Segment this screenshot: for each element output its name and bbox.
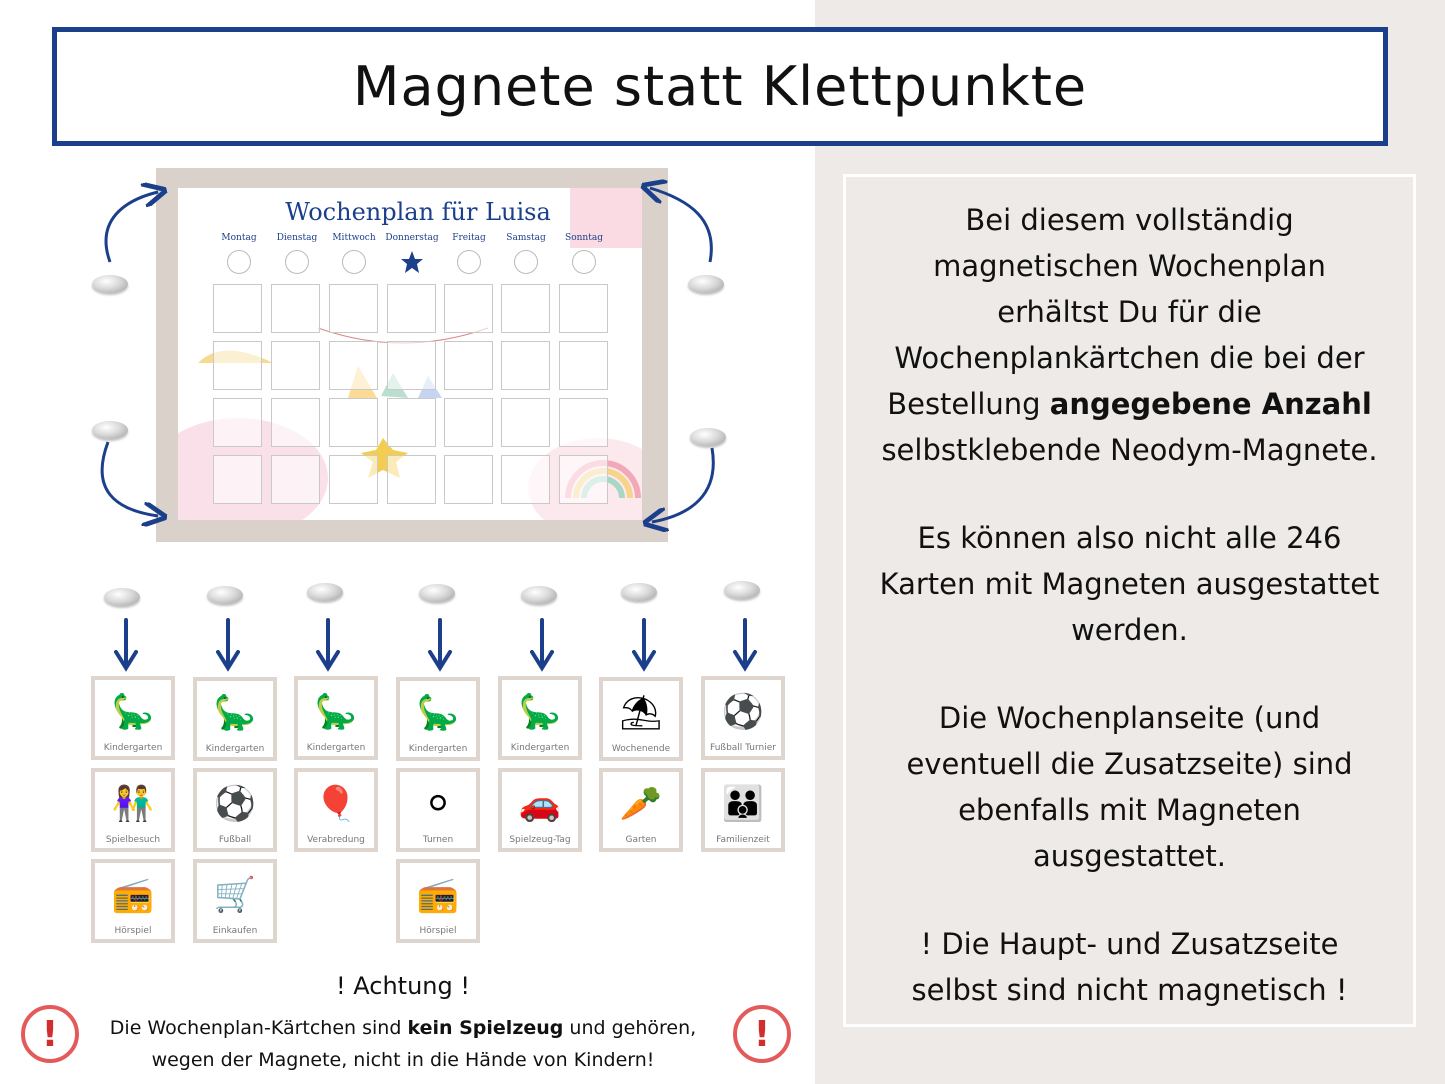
activity-card: [396, 768, 480, 852]
day-label: Montag: [221, 233, 257, 243]
card-picture-icon: ⛱: [619, 693, 663, 733]
activity-card: [91, 768, 175, 852]
card-label: Einkaufen: [212, 926, 258, 936]
info-text: Bestellung: [887, 387, 1050, 421]
info-line: selbst sind nicht magnetisch !: [911, 973, 1348, 1007]
activity-card: [599, 677, 683, 761]
card-picture-icon: 🦕: [314, 692, 358, 732]
day-label: Donnerstag: [385, 233, 439, 243]
card-label: Kindergarten: [205, 744, 265, 754]
magnet-icon: [724, 581, 760, 599]
card-label: Kindergarten: [408, 744, 468, 754]
day-label: Dienstag: [276, 233, 318, 243]
card-label: Hörspiel: [419, 926, 457, 936]
card-picture-icon: 🦕: [213, 693, 257, 733]
card-label: Familienzeit: [716, 835, 770, 845]
card-picture-icon: 🚗: [518, 784, 562, 824]
down-arrow-icon: [116, 620, 136, 668]
info-line: [846, 381, 1413, 427]
day-label: Mittwoch: [332, 233, 376, 243]
card-picture-icon: 👪: [721, 784, 765, 824]
down-arrow-icon: [430, 620, 450, 668]
card-label: Spielzeug-Tag: [509, 835, 571, 845]
info-line: selbstklebende Neodym-Magnete.: [881, 433, 1378, 467]
warning-text: [85, 1012, 721, 1076]
activity-card: [599, 768, 683, 852]
info-bold: angegebene Anzahl: [1049, 387, 1372, 421]
warning-icon: !: [733, 1005, 791, 1063]
day-label: Freitag: [452, 233, 486, 243]
info-line: Es können also nicht alle 246: [917, 521, 1342, 555]
down-arrow-icon: [634, 620, 654, 668]
info-line: Bei diesem vollständig: [965, 203, 1294, 237]
card-picture-icon: ⚽: [721, 692, 765, 732]
card-label: Kindergarten: [510, 743, 570, 753]
card-label: Fußball: [218, 835, 252, 845]
info-box: [843, 174, 1416, 1027]
activity-card: [701, 768, 785, 852]
card-label: Hörspiel: [114, 926, 152, 936]
card-label: Garten: [625, 835, 657, 845]
magnet-icon: [419, 584, 455, 602]
activity-card: [701, 676, 785, 760]
info-line: erhältst Du für die: [997, 295, 1262, 329]
card-label: Verabredung: [307, 835, 365, 845]
card-picture-icon: 🦕: [416, 693, 460, 733]
card-picture-icon: ⚪: [423, 784, 453, 824]
card-label: Kindergarten: [103, 743, 163, 753]
activity-card: [294, 676, 378, 760]
info-line: werden.: [1071, 613, 1188, 647]
activity-card: [498, 676, 582, 760]
card-picture-icon: 📻: [111, 875, 155, 915]
card-picture-icon: 🦕: [111, 692, 155, 732]
day-label: Sonntag: [565, 233, 603, 243]
info-line: Wochenplankärtchen die bei der: [894, 341, 1365, 375]
info-line: ebenfalls mit Magneten: [958, 793, 1301, 827]
magnet-icon: [307, 583, 343, 601]
card-picture-icon: 👫: [111, 784, 155, 824]
activity-card: [91, 859, 175, 943]
card-picture-icon: 🎈: [314, 784, 358, 824]
warning-text-pre: Die Wochenplan-Kärtchen sind: [109, 1017, 408, 1039]
card-label: Turnen: [422, 835, 454, 845]
activity-card: [498, 768, 582, 852]
warning-text-post: und gehören,: [563, 1017, 697, 1039]
card-label: Fußball Turnier: [710, 743, 776, 753]
warning-icon: !: [21, 1005, 79, 1063]
card-picture-icon: 🛒: [213, 875, 257, 915]
down-arrow-icon: [532, 620, 552, 668]
warning-text-line2: wegen der Magnete, nicht in die Hände von Kindern!: [151, 1049, 655, 1071]
activity-card: [294, 768, 378, 852]
info-line: magnetischen Wochenplan: [933, 249, 1326, 283]
activity-card: [193, 768, 277, 852]
info-line: Karten mit Magneten ausgestattet: [879, 567, 1380, 601]
down-arrow-icon: [735, 620, 755, 668]
card-picture-icon: 🥕: [619, 784, 663, 824]
magnet-icon: [521, 586, 557, 604]
card-picture-icon: ⚽: [213, 784, 257, 824]
activity-card: [193, 859, 277, 943]
card-picture-icon: 🦕: [518, 692, 562, 732]
down-arrow-icon: [318, 620, 338, 668]
activity-card: [193, 677, 277, 761]
card-label: Kindergarten: [306, 743, 366, 753]
card-picture-icon: 📻: [416, 875, 460, 915]
down-arrow-icon: [218, 620, 238, 668]
activity-card: [396, 677, 480, 761]
activity-card: [396, 859, 480, 943]
magnet-icon: [104, 588, 140, 606]
info-line: eventuell die Zusatzseite) sind: [906, 747, 1353, 781]
activity-card: [91, 676, 175, 760]
magnet-icon: [207, 586, 243, 604]
info-line: ! Die Haupt- und Zusatzseite: [920, 927, 1339, 961]
info-line: Die Wochenplanseite (und: [938, 701, 1321, 735]
card-label: Wochenende: [611, 744, 671, 754]
warning-bold: kein Spielzeug: [407, 1017, 564, 1039]
magnet-icon: [621, 583, 657, 601]
card-label: Spielbesuch: [105, 835, 161, 845]
planner-title: Wochenplan für Luisa: [285, 198, 551, 226]
warning-title: ! Achtung !: [336, 972, 470, 1000]
page-title: Magnete statt Klettpunkte: [352, 55, 1088, 118]
day-label: Samstag: [506, 233, 546, 243]
info-line: ausgestattet.: [1033, 839, 1226, 873]
